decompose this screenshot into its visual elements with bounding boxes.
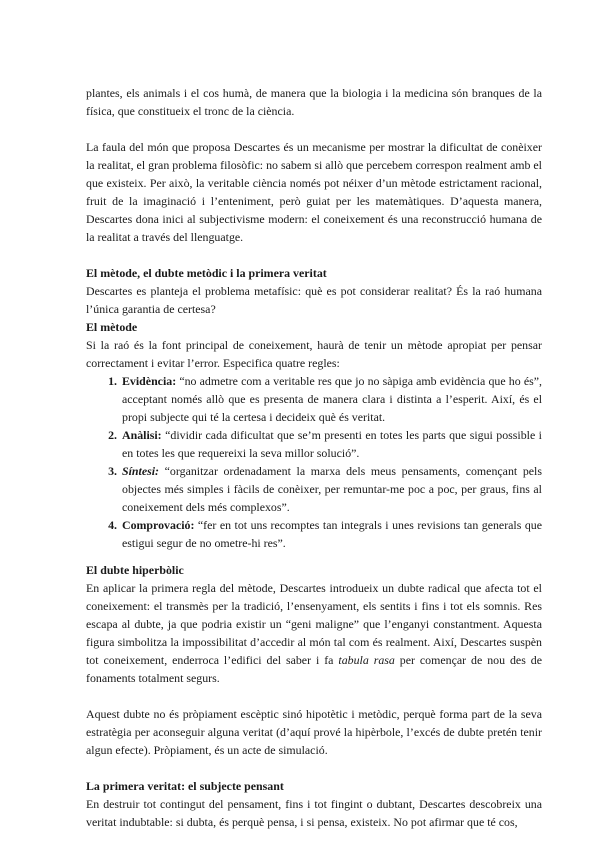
fable-paragraph: La faula del món que proposa Descartes és un mecanisme per mostrar la dificultat de conèixer la realitat, el gran problema filosòfic: no sabem si allò que percebem correspon realment amb el que existeix. Per això, la veritable ciència només pot néixer d’un mètode estrictament racional, fruit de la imaginació i l’enteniment, però guiat per les matemàtiques. D’aquesta manera, Descartes dona inici al subjectivisme modern: el coneixement és una reconstrucció humana de la realitat a través del llenguatge. <box>86 140 542 244</box>
section-heading-method-doubt-truth: El mètode, el dubte metòdic i la primera veritat <box>86 266 327 280</box>
rule-synthesis <box>120 462 542 516</box>
hyperbolic-paragraph-2: Aquest dubte no és pròpiament escèptic sinó hipotètic i metòdic, perquè forma part de la seva estratègia per aconseguir alguna veritat (d’aquí prové la hipèrbole, l’excés de dubte pretén tenir algun efecte). Pròpiament, és un acte de simulació. <box>86 707 542 757</box>
rule-text: “dividir cada dificultat que se’m presenti en totes les parts que sigui possible i en totes les que requereixi la seva millor solució”. <box>122 428 542 460</box>
rule-evidence <box>120 372 542 426</box>
hyperbolic-text-after: per començar de nou des de fonaments totalment segurs. <box>86 653 542 685</box>
rule-text: “organitzar ordenadament la marxa dels meus pensaments, començant pels objectes més simples i fàcils de conèixer, per remuntar-me poc a poc, per graus, fins al coneixement dels més complexos”. <box>122 464 542 514</box>
intro-paragraph-end: plantes, els animals i el cos humà, de manera que la biologia i la medicina són branques de la física, que constitueix el tronc de la ciència. <box>86 86 542 118</box>
rule-term: Síntesi: <box>122 464 160 478</box>
rule-text: “no admetre com a veritable res que jo no sàpiga amb evidència que ho és”, acceptant només allò que es presenta de manera clara i distinta a l’esperit. Així, és el propi subjecte qui té la certesa i decideix què és veritat. <box>122 374 542 424</box>
first-truth-paragraph: En destruir tot contingut del pensament, fins i tot fingint o dubtant, Descartes descobreix una veritat indubtable: si dubta, és perquè pensa, i si pensa, existeix. No pot afirmar que té cos, <box>86 797 542 829</box>
rule-analysis <box>120 426 542 462</box>
subheading-hyperbolic-doubt: El dubte hiperbòlic <box>86 563 184 577</box>
hyperbolic-text-before: En aplicar la primera regla del mètode, Descartes introdueix un dubte radical que afecta tot el coneixement: el transmès per la tradició, l’ensenyament, els sentits i fins i tot els somnis. Res escapa al dubte, ja que podria existir un “geni maligne” que l’enganyi constantment. Aquesta figura simbolitza la impossibilitat d’accedir al món tal com és realment. Així, Descartes suspèn tot coneixement, enderroca l’edifici del saber i fa <box>86 581 542 667</box>
metaphysics-question-paragraph: Descartes es planteja el problema metafísic: què es pot considerar realitat? És la raó humana l’única garantia de certesa? <box>86 284 542 316</box>
subheading-first-truth: La primera veritat: el subjecte pensant <box>86 779 284 793</box>
rule-term: Comprovació: <box>122 518 195 532</box>
latin-term-tabula-rasa: tabula rasa <box>338 653 395 667</box>
rule-term: Anàlisi: <box>122 428 162 442</box>
method-paragraph: Si la raó és la font principal de coneixement, haurà de tenir un mètode apropiat per pensar correctament i evitar l’error. Especifica quatre regles: <box>86 338 542 370</box>
method-rules-list <box>86 372 542 552</box>
rule-term: Evidència: <box>122 374 177 388</box>
rule-verification <box>120 516 542 552</box>
subheading-method: El mètode <box>86 320 138 334</box>
hyperbolic-paragraph <box>86 579 542 687</box>
rule-text: “fer en tot uns recomptes tan integrals i unes revisions tan generals que estigui segur de no ometre-hi res”. <box>122 518 542 550</box>
